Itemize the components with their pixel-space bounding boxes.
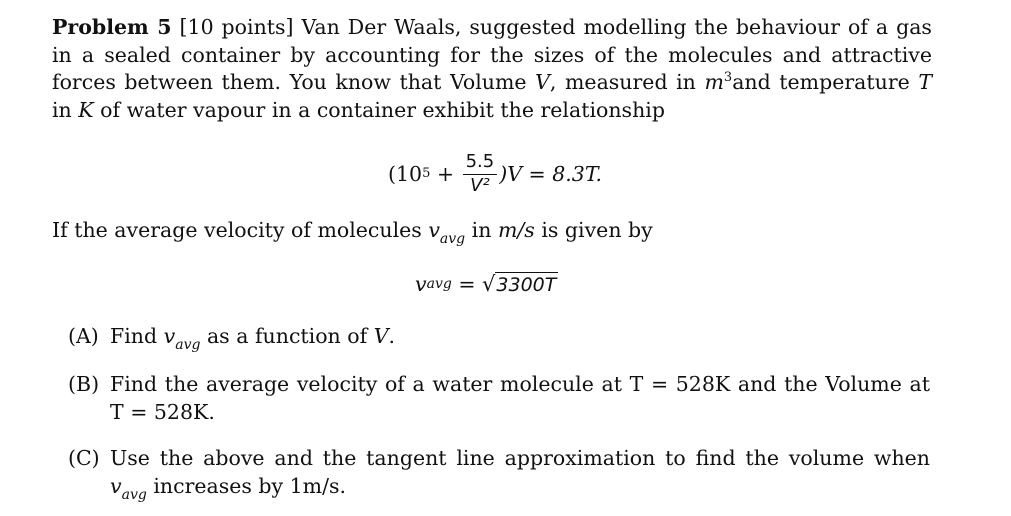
var-volume: V xyxy=(535,70,550,94)
eq1-left: (10 xyxy=(388,162,423,186)
part-a-text: Find $v_{avg}$ as a function of V. xyxy=(110,324,396,353)
line2-v: v xyxy=(428,218,440,242)
line2-avg: avg xyxy=(439,231,466,247)
eq2-radicand: 3300T xyxy=(496,274,557,296)
eq1-right: )V = 8.3T. xyxy=(499,162,603,186)
eq1-fraction-denominator: V² xyxy=(470,174,490,196)
velocity-intro xyxy=(52,218,653,247)
part-c-text: Use the above and the tangent line approximation to find the volume when $v_{avg}$ increases by 1m/s. xyxy=(110,446,930,503)
eq2-v: v xyxy=(415,272,427,296)
intro-text-c: and temperature xyxy=(732,70,919,94)
velocity-equation: v avg = √ 3300T xyxy=(415,272,557,296)
unit-exponent: 3 xyxy=(723,70,733,85)
intro-text-a: Van Der Waals, suggested modelling the behaviour of a gas in a sealed container by accounting for the sizes of the molecules and attractive forces between them. You know that Volume xyxy=(52,15,932,94)
van-der-waals-equation: (10 5 + $\frac{5.5}{\text{V²}}$ )V = 8.3T. xyxy=(388,150,603,196)
eq2-sqrt xyxy=(482,272,558,296)
part-b-label: (B) xyxy=(68,372,100,396)
intro-text-e: of water vapour in a container exhibit the relationship xyxy=(93,97,665,122)
line2-units: m/s xyxy=(497,218,535,242)
part-a-label: (A) xyxy=(68,324,99,348)
line2-text-a: If the average velocity of molecules xyxy=(52,218,429,242)
eq1-fraction xyxy=(463,152,498,197)
problem-points: [10 points] xyxy=(179,15,294,39)
var-temperature: T xyxy=(918,70,932,94)
eq1-plus: + xyxy=(430,162,461,186)
intro-text-b: , measured in xyxy=(549,70,705,94)
line2-text-c: is given by xyxy=(534,218,653,242)
part-b-text: Find the average velocity of a water molecule at T = 528K and the Volume at T = 528K. xyxy=(110,372,930,424)
problem-intro xyxy=(52,14,932,124)
sqrt-symbol: √ xyxy=(482,272,496,296)
line2-text-b: in xyxy=(465,218,498,242)
eq1-fraction-numerator: 5.5 xyxy=(463,152,498,175)
part-c-label: (C) xyxy=(68,446,100,470)
eq2-equals: = xyxy=(451,272,483,296)
problem-heading: Problem 5 xyxy=(52,15,172,39)
unit-kelvin: K xyxy=(78,97,94,122)
intro-text-d: in xyxy=(52,97,79,122)
unit-meter: m xyxy=(704,70,724,94)
